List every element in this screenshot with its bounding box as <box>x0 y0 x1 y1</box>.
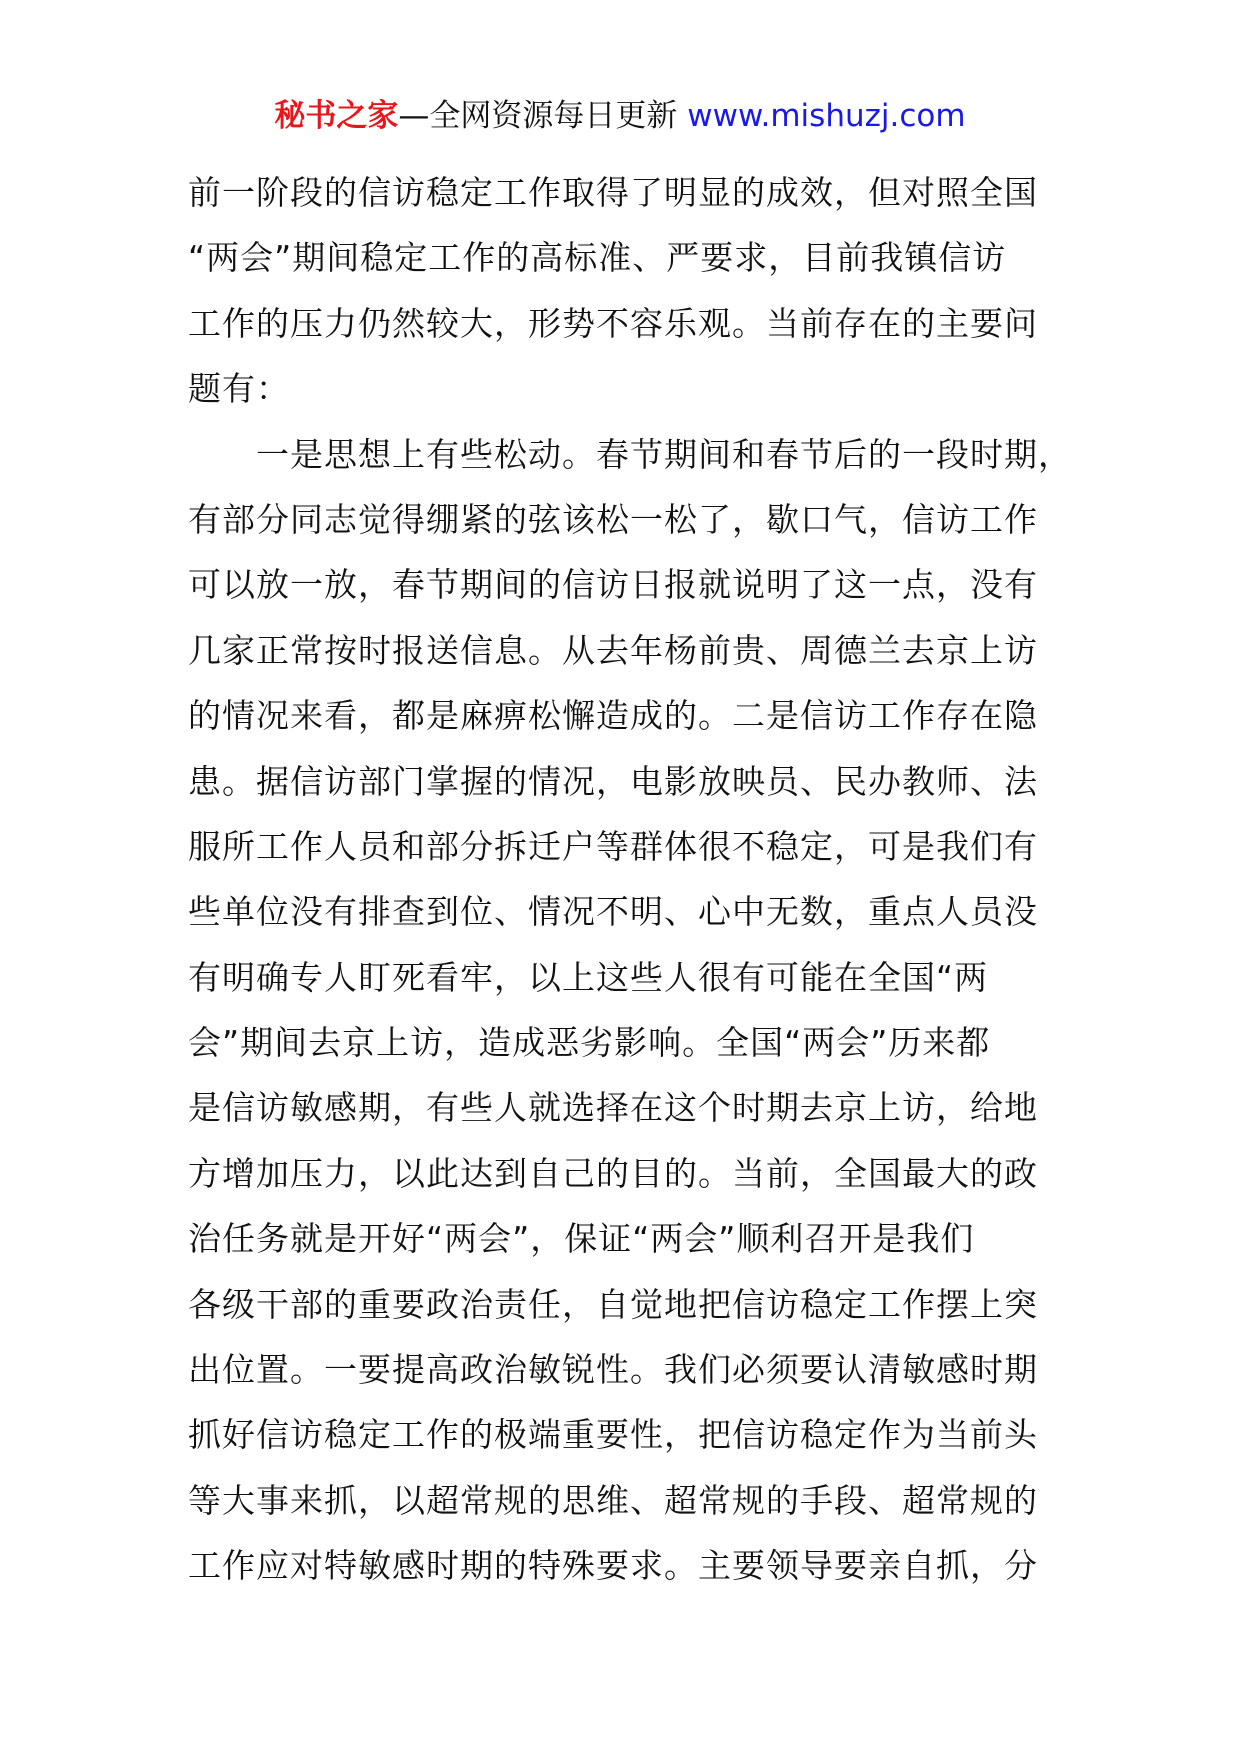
body-line: 工作应对特敏感时期的特殊要求。主要领导要亲自抓，分 <box>188 1546 1038 1586</box>
body-line: 一是思想上有些松动。春节期间和春节后的一段时期， <box>188 434 1072 474</box>
body-line: 服所工作人员和部分拆迁户等群体很不稳定，可是我们有 <box>188 826 1038 866</box>
body-line: 治任务就是开好“两会”，保证“两会”顺利召开是我们 <box>188 1219 975 1259</box>
body-line: 方增加压力，以此达到自己的目的。当前，全国最大的政 <box>188 1153 1038 1193</box>
document-body <box>188 160 1072 1599</box>
body-line: 等大事来抓，以超常规的思维、超常规的手段、超常规的 <box>188 1480 1038 1520</box>
body-line: 些单位没有排查到位、情况不明、心中无数，重点人员没 <box>188 892 1038 932</box>
body-line: 工作的压力仍然较大，形势不容乐观。当前存在的主要问 <box>188 303 1038 343</box>
body-line: 可以放一放，春节期间的信访日报就说明了这一点，没有 <box>188 565 1038 605</box>
body-line: 会”期间去京上访，造成恶劣影响。全国“两会”历来都 <box>188 1023 991 1063</box>
body-line: 题有： <box>188 369 290 409</box>
page-header <box>0 96 1240 136</box>
body-line: 几家正常按时报送信息。从去年杨前贵、周德兰去京上访 <box>188 630 1038 670</box>
body-line: 有明确专人盯死看牢，以上这些人很有可能在全国“两 <box>188 957 989 997</box>
body-line: 有部分同志觉得绷紧的弦该松一松了，歇口气，信访工作 <box>188 499 1038 539</box>
body-line: 出位置。一要提高政治敏锐性。我们必须要认清敏感时期 <box>188 1350 1038 1390</box>
site-url-link[interactable]: www.mishuzj.com <box>687 98 966 134</box>
body-line: 抓好信访稳定工作的极端重要性，把信访稳定作为当前头 <box>188 1415 1038 1455</box>
body-line: 各级干部的重要政治责任，自觉地把信访稳定工作摆上突 <box>188 1284 1038 1324</box>
body-line: 前一阶段的信访稳定工作取得了明显的成效，但对照全国 <box>188 173 1038 212</box>
body-line: 是信访敏感期，有些人就选择在这个时期去京上访，给地 <box>188 1088 1038 1128</box>
body-line: “两会”期间稳定工作的高标准、严要求，目前我镇信访 <box>188 238 1007 278</box>
body-line: 患。据信访部门掌握的情况，电影放映员、民办教师、法 <box>188 761 1038 801</box>
body-line: 的情况来看，都是麻痹松懈造成的。二是信访工作存在隐 <box>188 696 1038 736</box>
header-tagline: —全网资源每日更新 <box>398 98 688 134</box>
brand-name: 秘书之家 <box>274 98 399 134</box>
